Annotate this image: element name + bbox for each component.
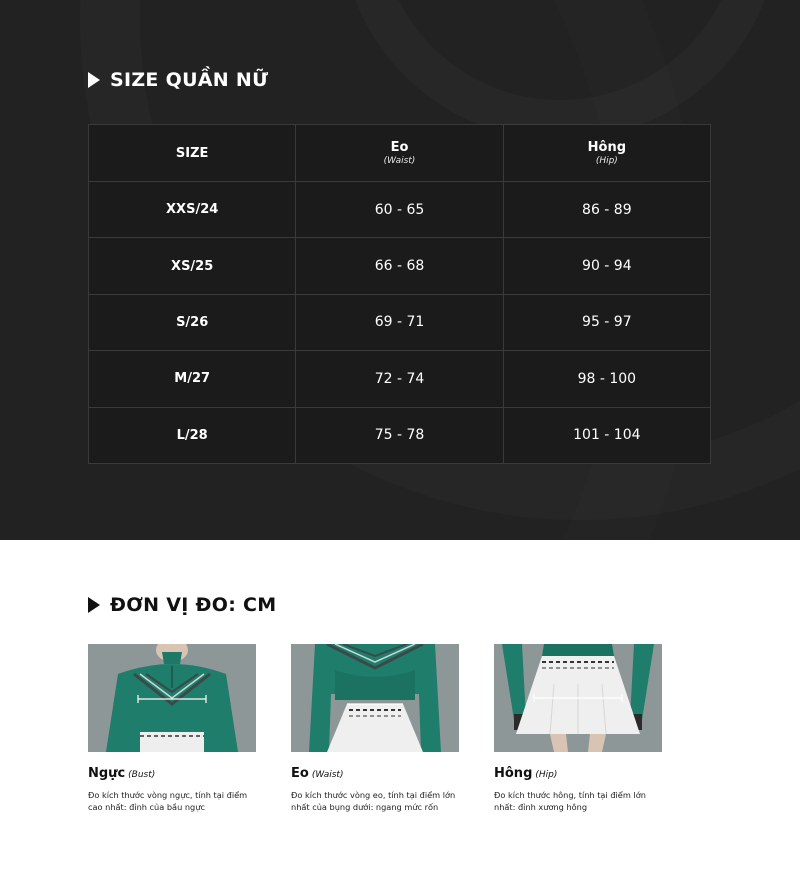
waist-cell: 69 - 71 (296, 294, 503, 350)
size-cell: S/26 (89, 294, 296, 350)
size-cell: XXS/24 (89, 182, 296, 238)
header-size-label: SIZE (175, 145, 209, 161)
size-chart-heading (88, 69, 268, 91)
hip-title (494, 766, 662, 781)
hip-label-en: (Hip) (535, 770, 558, 780)
waist-title (291, 766, 459, 781)
play-triangle-icon (88, 72, 100, 88)
waist-cell: 75 - 78 (296, 407, 503, 463)
play-triangle-icon (88, 597, 100, 613)
table-row (89, 182, 711, 238)
bust-illustration (88, 644, 256, 752)
hip-cell: 95 - 97 (503, 294, 710, 350)
bust-label-en: (Bust) (128, 770, 156, 780)
bust-card (88, 644, 256, 813)
size-cell: M/27 (89, 351, 296, 407)
hip-illustration (494, 644, 662, 752)
hip-cell: 98 - 100 (503, 351, 710, 407)
background-arc (340, 0, 780, 140)
header-hip-sublabel: (Hip) (595, 156, 618, 166)
bust-photo (88, 644, 256, 752)
waist-cell: 60 - 65 (296, 182, 503, 238)
size-table (88, 124, 711, 464)
measurement-heading (88, 594, 276, 616)
table-row (89, 238, 711, 294)
waist-cell: 72 - 74 (296, 351, 503, 407)
waist-label-en: (Waist) (311, 770, 344, 780)
header-waist (296, 125, 503, 182)
waist-illustration (291, 644, 459, 752)
measurement-title: ĐƠN VỊ ĐO: CM (110, 594, 277, 616)
bust-title (88, 766, 256, 781)
header-hip (503, 125, 710, 182)
header-size (89, 125, 296, 182)
header-hip-label: Hông (587, 140, 627, 155)
table-header-row (89, 125, 711, 182)
hip-card (494, 644, 662, 813)
waist-photo (291, 644, 459, 752)
hip-cell: 90 - 94 (503, 238, 710, 294)
waist-description: Đo kích thước vòng eo, tính tại điểm lớn nhất của bụng dưới: ngang mức rốn (291, 790, 456, 812)
table-row (89, 351, 711, 407)
size-cell: XS/25 (89, 238, 296, 294)
hip-cell: 86 - 89 (503, 182, 710, 238)
header-waist-label: Eo (390, 140, 409, 155)
hip-label: Hông (494, 766, 533, 781)
size-cell: L/28 (89, 407, 296, 463)
header-waist-sublabel: (Waist) (383, 156, 416, 166)
bust-label: Ngực (88, 766, 126, 781)
waist-label: Eo (291, 766, 309, 781)
waist-card (291, 644, 459, 813)
hip-cell: 101 - 104 (503, 407, 710, 463)
table-row (89, 407, 711, 463)
hip-photo (494, 644, 662, 752)
size-chart-title: SIZE QUẦN NỮ (110, 69, 269, 91)
hip-description: Đo kích thước hông, tính tại điểm lớn nhất: đỉnh xương hông (494, 790, 646, 812)
table-row (89, 294, 711, 350)
waist-cell: 66 - 68 (296, 238, 503, 294)
bust-description: Đo kích thước vòng ngực, tính tại điểm cao nhất: đỉnh của bầu ngực (88, 790, 248, 812)
